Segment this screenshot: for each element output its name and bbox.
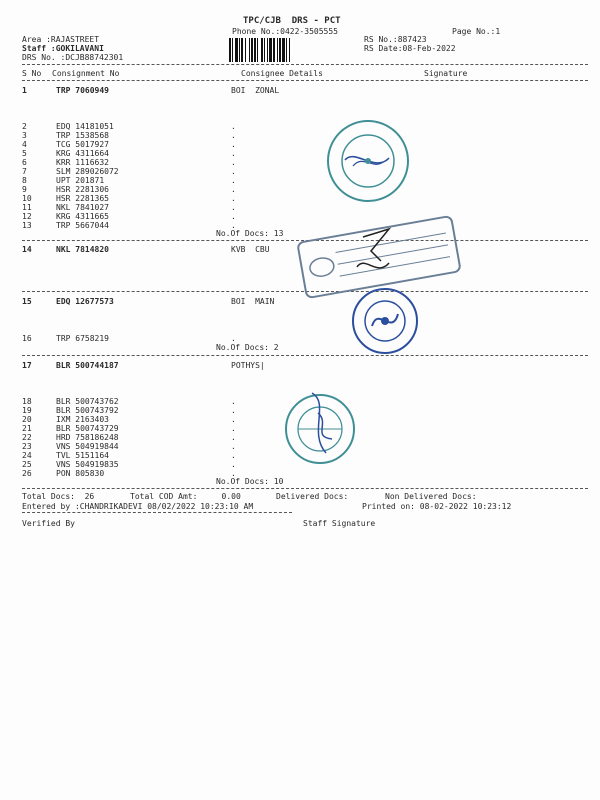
- row-sno: 12: [22, 212, 32, 221]
- row-consignment: TRP 7060949: [56, 86, 109, 95]
- staff-signature: Staff Signature: [303, 519, 376, 528]
- row-consignment: HSR 2281365: [56, 194, 109, 203]
- row-consignment: EDQ 14181051: [56, 122, 114, 131]
- drs-document: TPC/CJB DRS - PCT Phone No.:0422-3505555 Page No.:1 Area :RAJASTREET Staff :GOKILAVANI DRS No. :DCJB88742301 RS No.:887423 RS Date:08-Feb-2022 S No Consignment No Consignee Details Signature 1 TRP 7060949 BOI ZONAL 2 EDQ 14181051 3 TRP 1538568 4 TCG 5017927 5 KRG 4311664 6 KRR 1116632 7 SLM 289026072 8 UPT 201871 9 HSR 2281306 10 HSR 2281365 11 NKL 7841027 12 KRG 4311665 13 TRP 5667044 . . . . . . . . . . . . No.Of Docs: 13 14 NKL 7814820 KVB CBU 15 EDQ 12677573 BOI MAIN 16 TRP 6758219 . No.Of Docs: 2 17 BLR 500744187 POTHYS| 18 BLR 500743762 19 BLR 500743792 20 IXM 2163403 21 BLR 500743729 22 HRD 758186248 23 VNS 504919844 24 TVL 5151164 25 VNS 504919835 26 PON 805830 . . . . . . . . . No.Of Docs: 10 Total Docs: 26 Total COD Amt: 0.00 Delivered Docs: Non Delivered Docs: Entered by :CHANDRIKADEVI 08/02/2022 10:23:10 AM Printed on: 08-02-2022 10:23:12 Verified By Staff Signature: [0, 0, 600, 800]
- row-sno: 25: [22, 460, 32, 469]
- docs-count: No.Of Docs: 10: [216, 477, 284, 486]
- area-label: Area :RAJASTREET: [22, 35, 100, 44]
- row-sno: 15: [22, 297, 32, 306]
- row-consignment: TVL 5151164: [56, 451, 109, 460]
- row-consignment: HSR 2281306: [56, 185, 109, 194]
- total-docs: Total Docs: 26: [22, 492, 95, 501]
- row-consignment: SLM 289026072: [56, 167, 119, 176]
- rs-date: RS Date:08-Feb-2022: [364, 44, 456, 53]
- row-consignment: VNS 504919844: [56, 442, 119, 451]
- postal-stamp-icon: [282, 383, 358, 475]
- footer-divider: [22, 512, 292, 513]
- row-sno: 26: [22, 469, 32, 478]
- row-consignment: PON 805830: [56, 469, 105, 478]
- row-consignment: BLR 500743729: [56, 424, 119, 433]
- page-number: Page No.:1: [452, 27, 501, 36]
- consignee-name: POTHYS|: [231, 361, 265, 370]
- row-consignment: TCG 5017927: [56, 140, 109, 149]
- row-sno: 21: [22, 424, 32, 433]
- row-sno: 4: [22, 140, 27, 149]
- row-consignment: TRP 6758219: [56, 334, 109, 343]
- row-consignment: BLR 500744187: [56, 361, 119, 370]
- barcode: [229, 38, 357, 62]
- row-sno: 11: [22, 203, 32, 212]
- column-consignee: Consignee Details: [241, 69, 323, 78]
- row-consignment: EDQ 12677573: [56, 297, 114, 306]
- group-divider: [22, 488, 588, 489]
- rs-number: RS No.:887423: [364, 35, 427, 44]
- row-consignment: TRP 5667044: [56, 221, 109, 230]
- row-consignment: KRR 1116632: [56, 158, 109, 167]
- column-sno: S No: [22, 69, 42, 78]
- row-sno: 10: [22, 194, 32, 203]
- bank-stamp-icon: [325, 118, 411, 204]
- docs-count: No.Of Docs: 2: [216, 343, 279, 352]
- row-consignment: NKL 7841027: [56, 203, 109, 212]
- consignee-name: BOI ZONAL: [231, 86, 280, 95]
- column-consignment: Consignment No: [52, 69, 120, 78]
- row-sno: 24: [22, 451, 32, 460]
- docs-count: No.Of Docs: 13: [216, 229, 284, 238]
- columns-divider: [22, 80, 588, 81]
- row-consignment: TRP 1538568: [56, 131, 109, 140]
- entered-by: Entered by :CHANDRIKADEVI 08/02/2022 10:23:10 AM: [22, 502, 254, 511]
- row-consignment: NKL 7814820: [56, 245, 109, 254]
- printed-on: Printed on: 08-02-2022 10:23:12: [362, 502, 512, 511]
- row-consignment: KRG 4311664: [56, 149, 109, 158]
- row-sno: 23: [22, 442, 32, 451]
- row-sno: 1: [22, 86, 27, 95]
- barcode-bar: [290, 38, 292, 62]
- group-divider: [22, 355, 588, 356]
- row-consignment: IXM 2163403: [56, 415, 109, 424]
- row-sno: 18: [22, 397, 32, 406]
- row-sno: 8: [22, 176, 27, 185]
- total-cod: Total COD Amt: 0.00: [130, 492, 241, 501]
- header-divider: [22, 64, 588, 65]
- row-consignment: KRG 4311665: [56, 212, 109, 221]
- row-sno: 20: [22, 415, 32, 424]
- drs-number: DRS No. :DCJB88742301: [22, 53, 124, 62]
- column-signature: Signature: [424, 69, 468, 78]
- row-sno: 5: [22, 149, 27, 158]
- staff-label: Staff :GOKILAVANI: [22, 44, 104, 53]
- bank-seal-icon: [342, 286, 428, 356]
- row-consignment: VNS 504919835: [56, 460, 119, 469]
- row-sno: 14: [22, 245, 32, 254]
- row-sno: 3: [22, 131, 27, 140]
- row-consignment: BLR 500743762: [56, 397, 119, 406]
- row-sno: 13: [22, 221, 32, 230]
- document-title: TPC/CJB DRS - PCT: [243, 16, 341, 26]
- row-sno: 19: [22, 406, 32, 415]
- row-sno: 2: [22, 122, 27, 131]
- row-consignment: UPT 201871: [56, 176, 105, 185]
- consignee-name: BOI MAIN: [231, 297, 275, 306]
- row-sno: 16: [22, 334, 32, 343]
- row-sno: 22: [22, 433, 32, 442]
- row-consignment: HRD 758186248: [56, 433, 119, 442]
- row-sno: 7: [22, 167, 27, 176]
- consignee-name: KVB CBU: [231, 245, 270, 254]
- row-consignment: BLR 500743792: [56, 406, 119, 415]
- row-sno: 17: [22, 361, 32, 370]
- verified-by: Verified By: [22, 519, 75, 528]
- row-sno: 9: [22, 185, 27, 194]
- row-sno: 6: [22, 158, 27, 167]
- non-delivered-docs: Non Delivered Docs:: [385, 492, 477, 501]
- phone-number: Phone No.:0422-3505555: [232, 27, 338, 36]
- delivered-docs: Delivered Docs:: [276, 492, 349, 501]
